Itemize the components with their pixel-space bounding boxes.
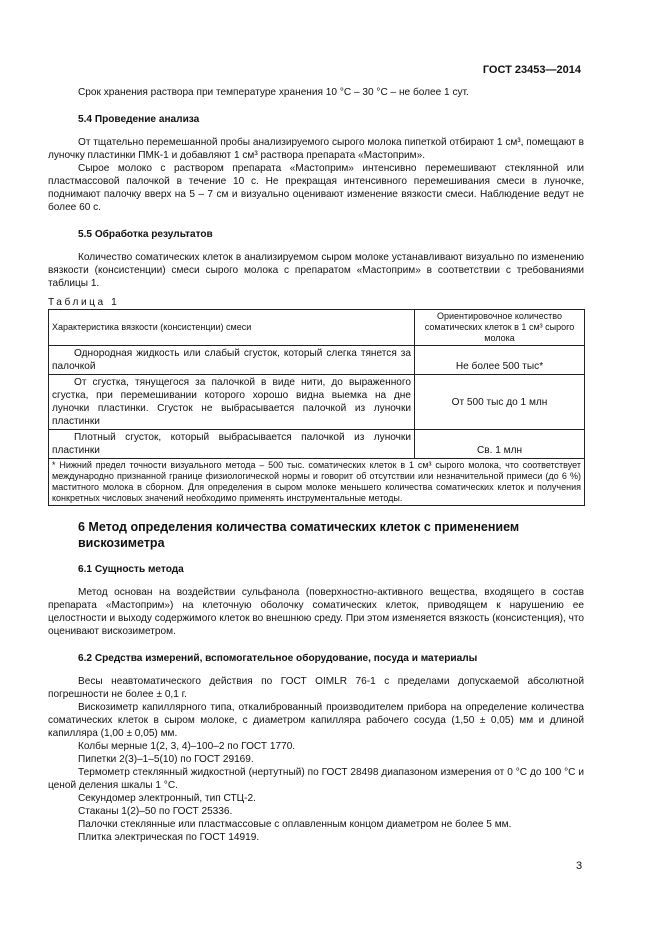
table-header-row (49, 310, 585, 346)
equipment-item: Вискозиметр капиллярного типа, откалиброванный производителем прибора на определение количества соматических клеток в сыром молоке, с диаметром капилляра рабочего сосуда (1,50 ± 0,05) мм и длиной капилляра (1,00 ± 0,05) мм. (48, 702, 584, 739)
standard-code: ГОСТ 23453—2014 (482, 64, 581, 76)
table-cell-count: Не более 500 тыс* (415, 346, 585, 375)
section-6-title: 6 Метод определения количества соматических клеток с применением вискозиметра (78, 520, 520, 550)
table-row (49, 346, 585, 375)
table-cell-count: Св. 1 млн (415, 430, 585, 459)
equipment-item: Термометр стеклянный жидкостной (нертутный) по ГОСТ 28498 диапазоном измерения от 0 °С до 100 °С и ценой деления шкалы 1 °С. (48, 767, 584, 791)
storage-paragraph: Срок хранения раствора при температуре хранения 10 °С – 30 °С – не более 1 сут. (78, 87, 469, 98)
section-5-4-paragraph-1: От тщательно перемешанной пробы анализируемого сырого молока пипеткой отбирают 1 см³, помещают в луночку пластинки ПМК-1 и добавляют 1 см³ раствора препарата «Мастоприм». (48, 137, 584, 161)
table-cell-characteristic: От сгустка, тянущегося за палочкой в виде нити, до выраженного сгустка, при перемешивании которого хорошо видна выемка на дне луночки пластинки. Сгусток не выбрасывается палочкой из луночки пластинки (49, 375, 415, 430)
equipment-item: Палочки стеклянные или пластмассовые с оплавленным концом диаметром не более 5 мм. (78, 819, 512, 830)
section-6-2-title: 6.2 Средства измерений, вспомогательное оборудование, посуда и материалы (78, 653, 478, 664)
equipment-item: Колбы мерные 1(2, 3, 4)–100–2 по ГОСТ 1770. (78, 741, 296, 752)
equipment-item: Весы неавтоматического действия по ГОСТ OIMLR 76-1 с пределами допускаемой абсолютной погрешности не более ± 0,1 г. (48, 676, 584, 700)
table-footnote: * Нижний предел точности визуального метода – 500 тыс. соматических клеток в 1 см³ сырого молока, что соответствует международно признанной границе физиологической нормы и говорит об отсутствии или незначительной примеси (до 6 %) маститного молока в сборном. Для определения в сыром молоке меньшего количества соматических клеток и получения конкретных числовых значений необходимо применять инструментальные методы. (49, 459, 585, 506)
section-6-1-paragraph-1: Метод основан на воздействии сульфанола (поверхностно-активного вещества, входящего в состав препарата «Мастоприм») на клеточную оболочку соматических клеток, приводящем к нарушению ее целостности и выходу содержимого клеток во внешнюю среду. При этом изменяется вязкость (консистенция), что оценивают вискозиметром. (48, 587, 584, 637)
section-6-1-title: 6.1 Сущность метода (78, 564, 184, 575)
section-5-4-title: 5.4 Проведение анализа (78, 114, 200, 125)
section-5-5-paragraph-1: Количество соматических клеток в анализируемом сыром молоке устанавливают визуально по изменению вязкости (консистенции) смеси сырого молока с препаратом «Мастоприм» в соответствии с требованиями таблицы 1. (48, 252, 584, 289)
table-footnote-row (49, 459, 585, 506)
table-col1-header: Характеристика вязкости (консистенции) смеси (49, 310, 415, 346)
table-row (49, 430, 585, 459)
table-caption: Таблица 1 (48, 297, 120, 308)
page-number: 3 (576, 860, 583, 872)
table-cell-characteristic: Однородная жидкость или слабый сгусток, который слегка тянется за палочкой (49, 346, 415, 375)
equipment-item: Секундомер электронный, тип СТЦ-2. (78, 793, 256, 804)
equipment-item: Пипетки 2(3)–1–5(10) по ГОСТ 29169. (78, 754, 254, 765)
section-5-4-paragraph-2: Сырое молоко с раствором препарата «Мастоприм» интенсивно перемешивают стеклянной или пластмассовой палочкой в течение 10 с. Не прекращая интенсивного перемешивания смеси в луночке, поднимают палочку вверх на 5 – 7 см и визуально оценивают изменение вязкости смеси. Наблюдение ведут не более 60 с. (48, 163, 584, 213)
equipment-item: Плитка электрическая по ГОСТ 14919. (78, 832, 260, 843)
table-row (49, 375, 585, 430)
table-cell-count: От 500 тыс до 1 млн (415, 375, 585, 430)
table-cell-characteristic: Плотный сгусток, который выбрасывается палочкой из луночки пластинки (49, 430, 415, 459)
section-5-5-title: 5.5 Обработка результатов (78, 229, 213, 240)
page-content (48, 86, 584, 844)
table-col2-header: Ориентировочное количество соматических клеток в 1 см³ сырого молока (415, 310, 585, 346)
viscosity-table (48, 309, 585, 506)
equipment-item: Стаканы 1(2)–50 по ГОСТ 25336. (78, 806, 233, 817)
